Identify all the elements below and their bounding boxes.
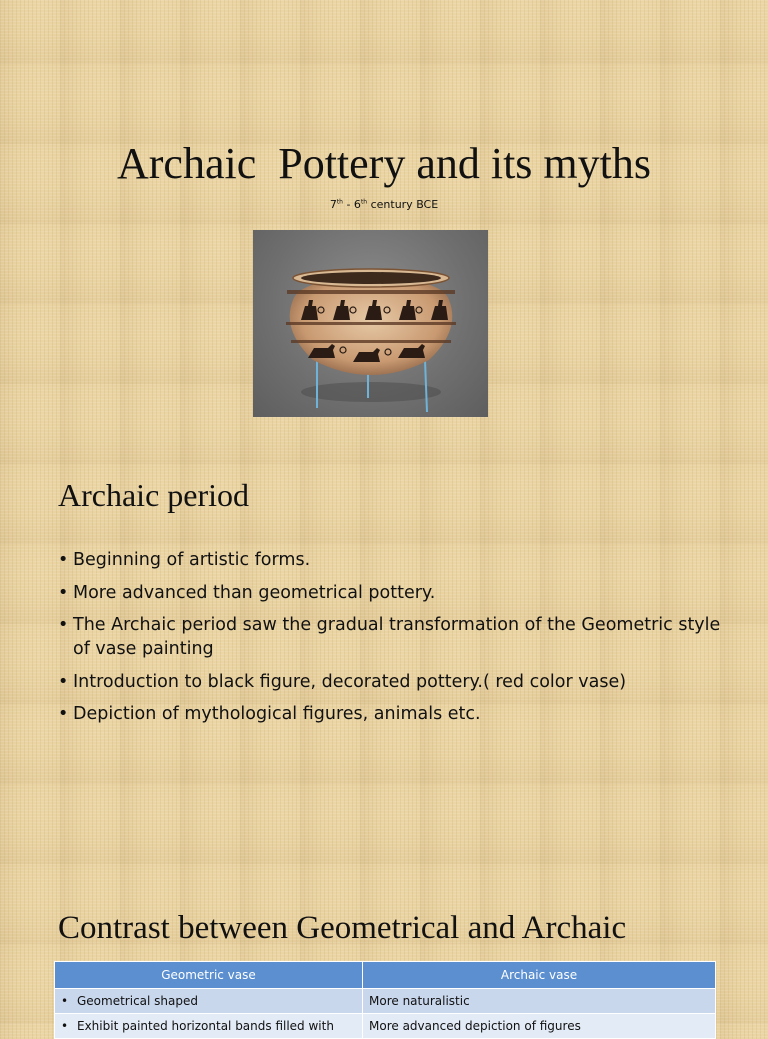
table-header-archaic: Archaic vase — [363, 962, 716, 989]
dinos-vase-image — [253, 230, 488, 417]
table-row — [55, 1014, 716, 1039]
slide-subtitle: 7th - 6th century BCE — [329, 198, 439, 211]
bullet-dot-icon: • — [58, 615, 69, 635]
table-cell: More naturalistic — [363, 989, 716, 1014]
table-cell: • Geometrical shaped — [55, 989, 363, 1014]
section-heading-archaic-period: Archaic period — [58, 477, 250, 513]
table-header-geometric: Geometric vase — [55, 962, 363, 989]
bullet-dot-icon: • — [58, 704, 69, 724]
slide-title: Archaic Pottery and its myths — [116, 139, 651, 188]
bullet-item: • More advanced than geometrical pottery. — [58, 582, 436, 603]
table-cell: • Exhibit painted horizontal bands filled with — [55, 1014, 363, 1039]
bullet-dot-icon: • — [58, 550, 69, 570]
bullet-item: • The Archaic period saw the gradual transformation of the Geometric style of vase painting — [58, 615, 721, 659]
table-row — [55, 989, 716, 1014]
bullet-item: • Depiction of mythological figures, animals etc. — [58, 704, 481, 724]
table-cell: More advanced depiction of figures — [363, 1014, 716, 1039]
section-heading-contrast: Contrast between Geometrical and Archaic — [58, 910, 627, 946]
bullet-dot-icon: • — [58, 671, 69, 692]
comparison-table — [54, 961, 716, 1039]
bullet-list — [58, 548, 738, 735]
bullet-item: • Introduction to black figure, decorated pottery.( red color vase) — [58, 671, 627, 692]
table-header-row — [55, 962, 716, 989]
vase-photo — [253, 230, 488, 417]
bullet-dot-icon: • — [58, 582, 69, 603]
bullet-item: • Beginning of artistic forms. — [58, 550, 311, 570]
